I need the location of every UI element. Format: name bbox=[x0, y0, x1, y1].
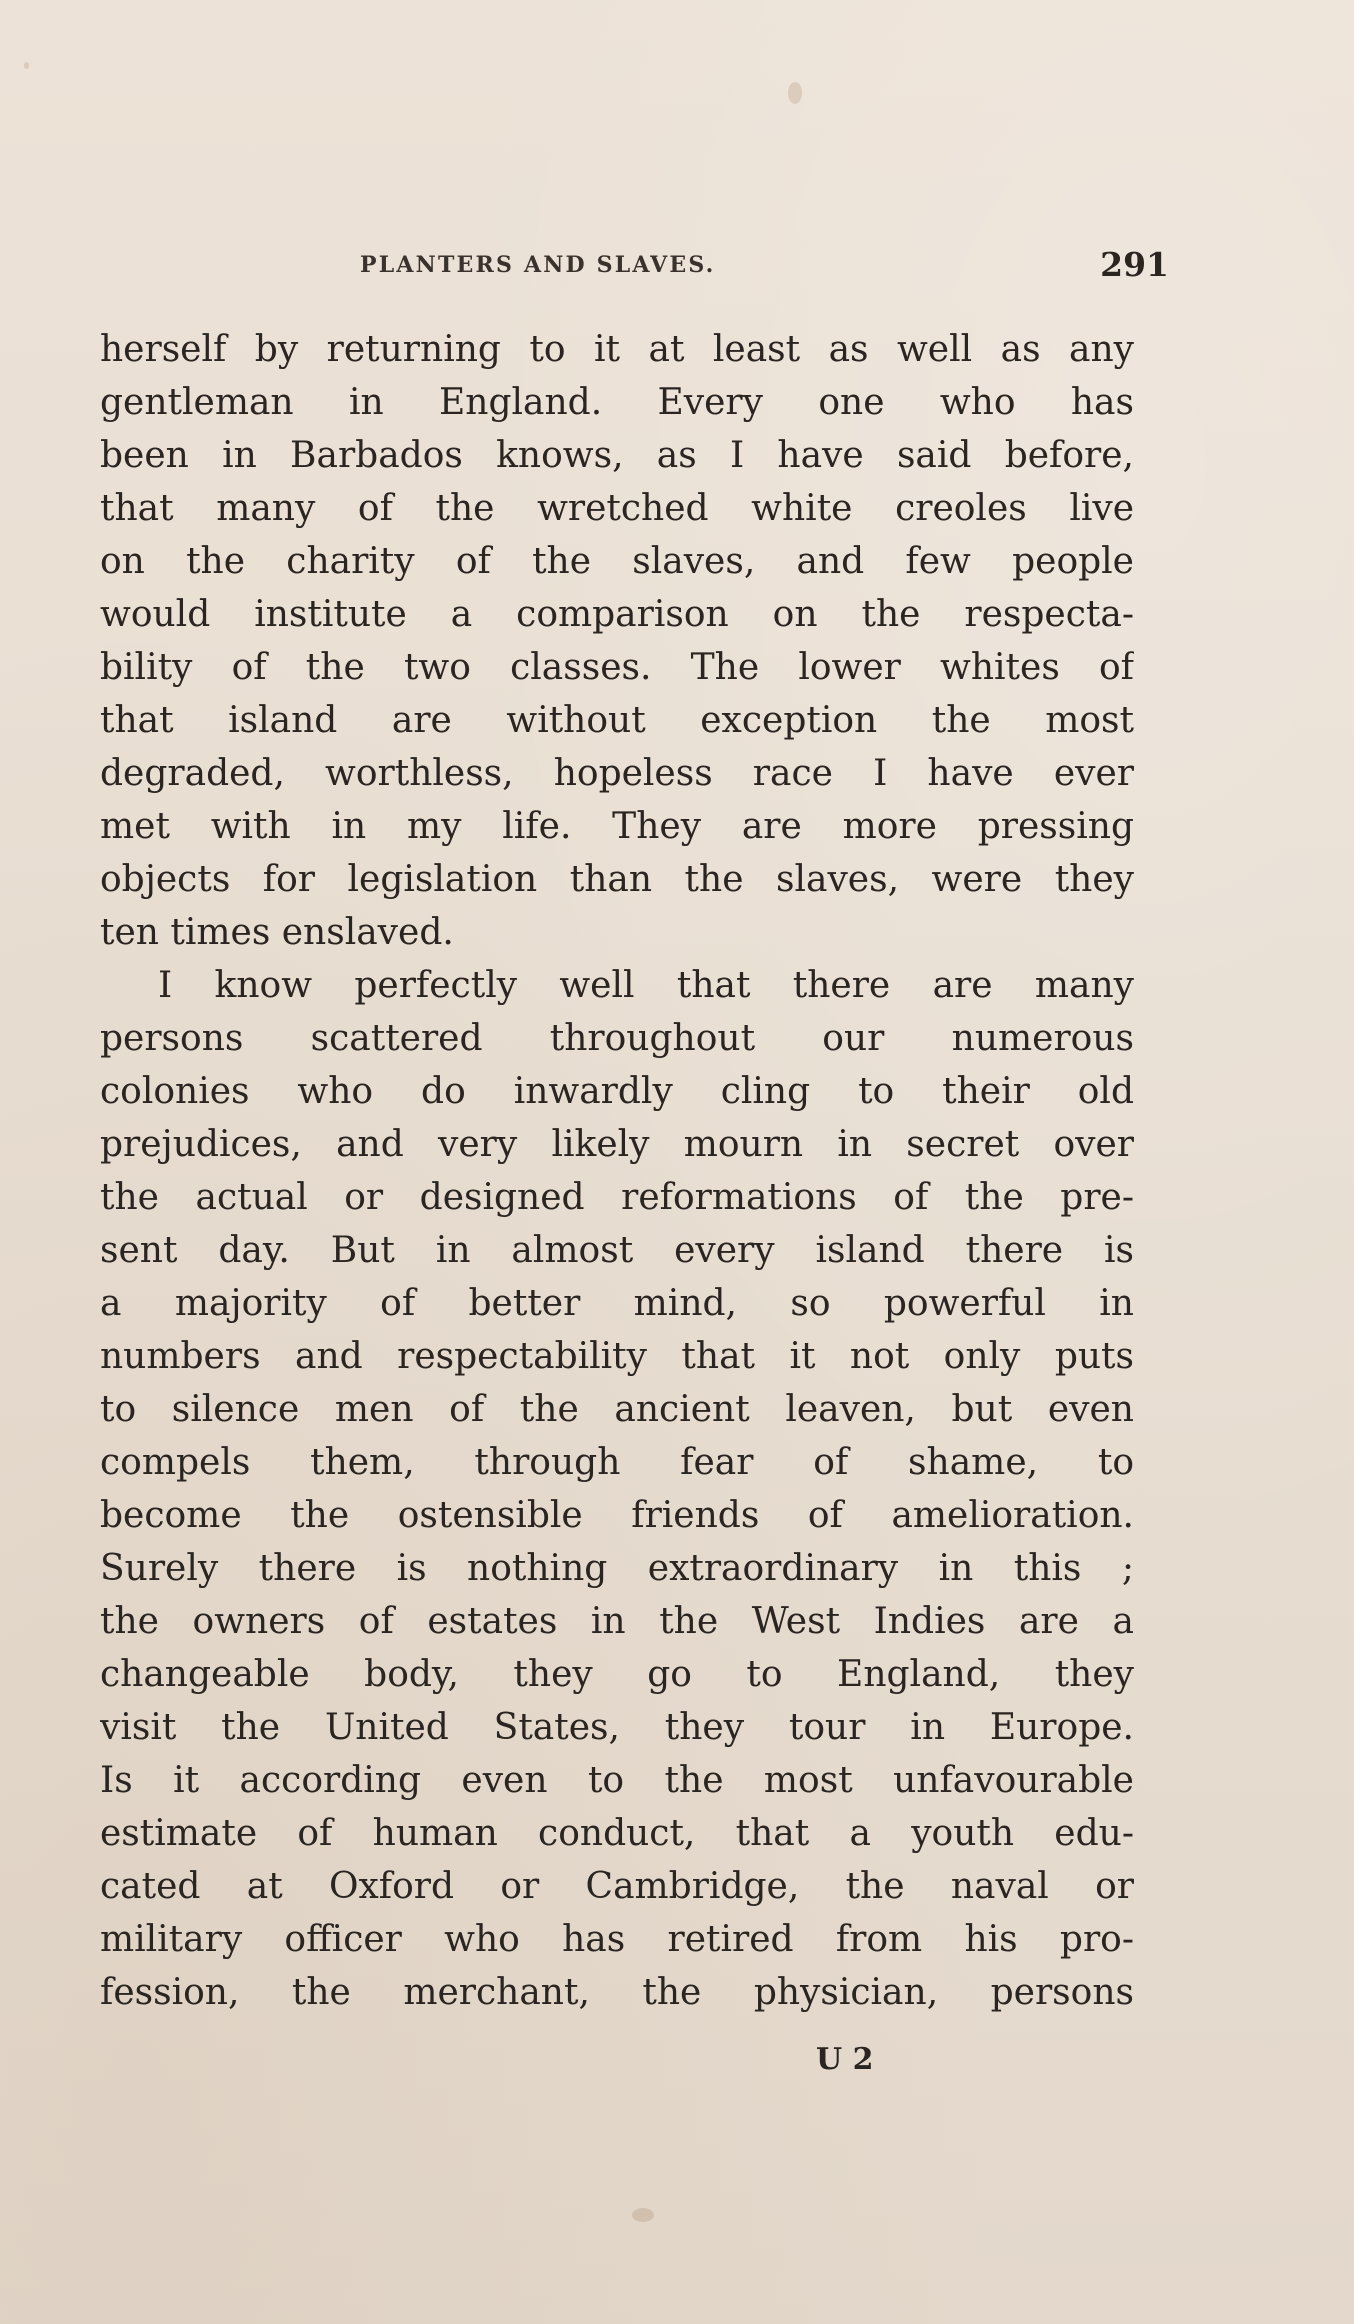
paper-stain bbox=[24, 62, 29, 69]
text-line: military officer who has retired from his pro- bbox=[100, 1919, 1134, 1960]
text-line: ten times enslaved. bbox=[100, 912, 454, 953]
text-line: fession, the merchant, the physician, persons bbox=[100, 1972, 1134, 2013]
text-line: that many of the wretched white creoles live bbox=[100, 488, 1134, 529]
text-line: that island are without exception the most bbox=[100, 700, 1134, 741]
text-line: Is it according even to the most unfavourable bbox=[100, 1760, 1134, 1801]
text-line: degraded, worthless, hopeless race I have ever bbox=[100, 753, 1134, 794]
text-line: the owners of estates in the West Indies are a bbox=[100, 1601, 1134, 1642]
text-line: cated at Oxford or Cambridge, the naval or bbox=[100, 1866, 1134, 1907]
text-line: to silence men of the ancient leaven, but even bbox=[100, 1389, 1134, 1430]
text-line: numbers and respectability that it not only puts bbox=[100, 1336, 1134, 1377]
text-line: been in Barbados knows, as I have said before, bbox=[100, 435, 1134, 476]
page-header bbox=[100, 245, 1169, 292]
paper-stain bbox=[788, 82, 802, 104]
page-number: 291 bbox=[1100, 245, 1169, 284]
running-head: PLANTERS AND SLAVES. bbox=[360, 252, 716, 278]
text-line: changeable body, they go to England, they bbox=[100, 1654, 1134, 1695]
text-line: gentleman in England. Every one who has bbox=[100, 382, 1134, 423]
text-line: would institute a comparison on the respecta- bbox=[100, 594, 1134, 635]
text-line: persons scattered throughout our numerous bbox=[100, 1018, 1134, 1059]
body-text bbox=[100, 323, 1134, 2019]
paper-stain bbox=[632, 2208, 654, 2222]
text-line: Surely there is nothing extraordinary in this ; bbox=[100, 1548, 1134, 1589]
text-line: visit the United States, they tour in Europe. bbox=[100, 1707, 1134, 1748]
signature-mark: U 2 bbox=[816, 2042, 874, 2077]
text-line: sent day. But in almost every island there is bbox=[100, 1230, 1134, 1271]
text-line: prejudices, and very likely mourn in secret over bbox=[100, 1124, 1134, 1165]
text-line: estimate of human conduct, that a youth edu- bbox=[100, 1813, 1134, 1854]
text-line: the actual or designed reformations of the pre- bbox=[100, 1177, 1134, 1218]
paragraph-start: I know perfectly well that there are many bbox=[158, 965, 1134, 1006]
text-line: a majority of better mind, so powerful in bbox=[100, 1283, 1134, 1324]
text-line: bility of the two classes. The lower whites of bbox=[100, 647, 1134, 688]
text-line: on the charity of the slaves, and few people bbox=[100, 541, 1134, 582]
text-line: compels them, through fear of shame, to bbox=[100, 1442, 1134, 1483]
text-line: become the ostensible friends of amelioration. bbox=[100, 1495, 1134, 1536]
text-line: herself by returning to it at least as well as any bbox=[100, 329, 1134, 370]
text-line: objects for legislation than the slaves, were they bbox=[100, 859, 1134, 900]
text-line: colonies who do inwardly cling to their old bbox=[100, 1071, 1134, 1112]
text-line: met with in my life. They are more pressing bbox=[100, 806, 1134, 847]
